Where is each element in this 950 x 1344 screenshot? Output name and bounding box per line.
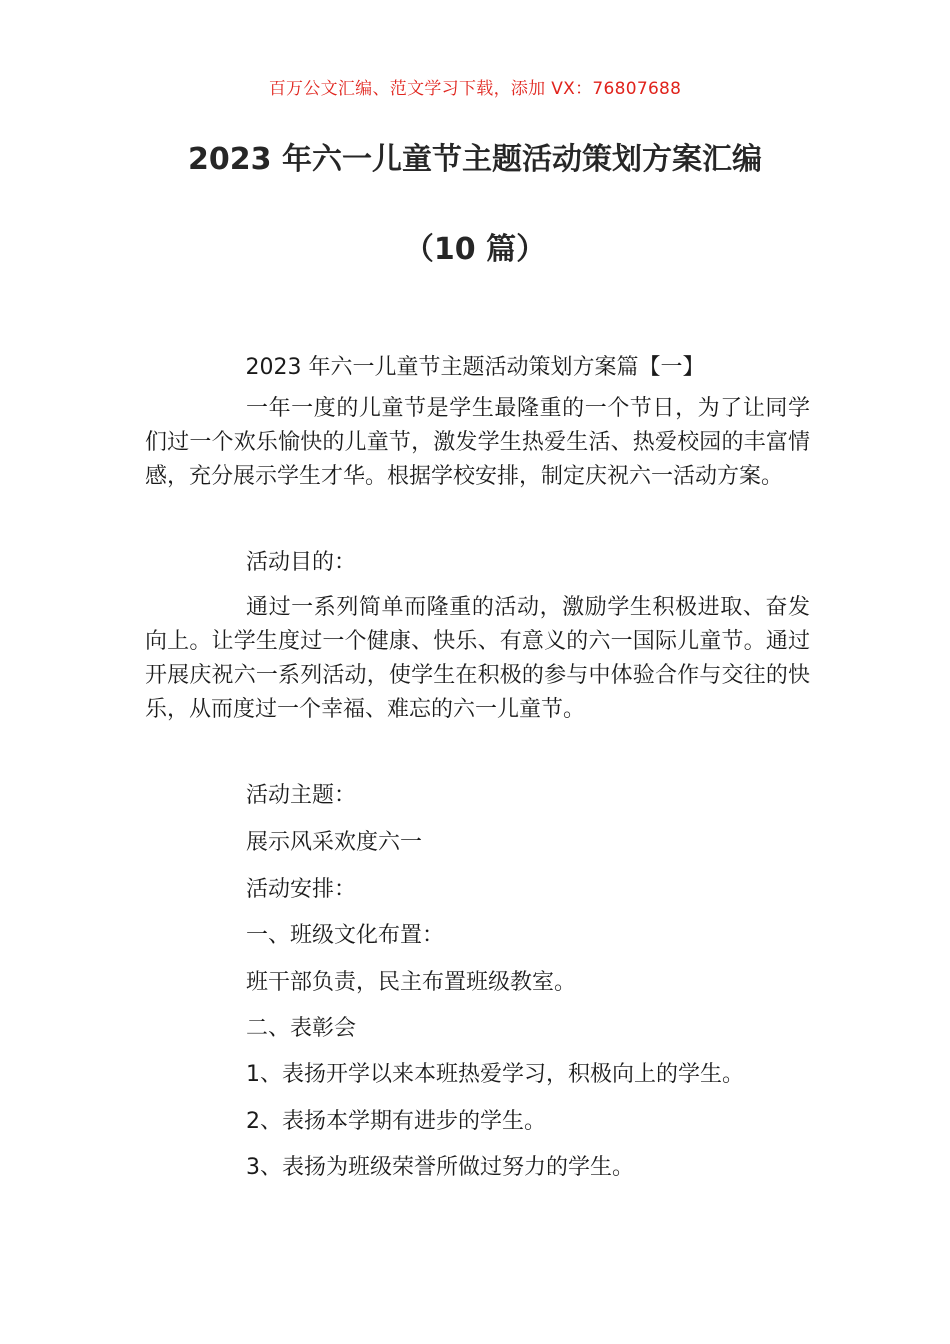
- item1-text: 班干部负责，民主布置班级教室。: [246, 970, 577, 995]
- intro-block: [145, 392, 810, 494]
- header-note: 百万公文汇编、范文学习下载，添加 VX：76807688: [268, 79, 682, 99]
- item2-heading: 二、表彰会: [246, 1016, 357, 1041]
- item1-heading: 一、班级文化布置：: [246, 923, 445, 948]
- award-item-3: 3、表扬为班级荣誉所做过努力的学生。: [246, 1155, 634, 1180]
- purpose-block: [145, 591, 810, 727]
- purpose-paragraph: 通过一系列简单而隆重的活动，激励学生积极进取、奋发向上。让学生度过一个健康、快乐、有意义的六一国际儿童节。通过开展庆祝六一系列活动，使学生在积极的参与中体验合作与交往的快乐，从而度过一个幸福、难忘的六一儿童节。: [145, 595, 810, 722]
- arrangement-label: 活动安排：: [246, 877, 357, 902]
- theme-value: 展示风采欢度六一: [246, 830, 423, 855]
- section-heading: 2023 年六一儿童节主题活动策划方案篇【一】: [245, 355, 705, 380]
- intro-paragraph: 一年一度的儿童节是学生最隆重的一个节日，为了让同学们过一个欢乐愉快的儿童节，激发学生热爱生活、热爱校园的丰富情感，充分展示学生才华。根据学校安排，制定庆祝六一活动方案。: [145, 396, 810, 489]
- theme-label: 活动主题：: [246, 783, 357, 808]
- document-title: 2023 年六一儿童节主题活动策划方案汇编: [188, 142, 762, 177]
- award-item-2: 2、表扬本学期有进步的学生。: [246, 1109, 546, 1134]
- award-item-1: 1、表扬开学以来本班热爱学习，积极向上的学生。: [246, 1062, 744, 1087]
- document-title-count: （10 篇）: [403, 232, 547, 267]
- purpose-label: 活动目的：: [246, 550, 357, 575]
